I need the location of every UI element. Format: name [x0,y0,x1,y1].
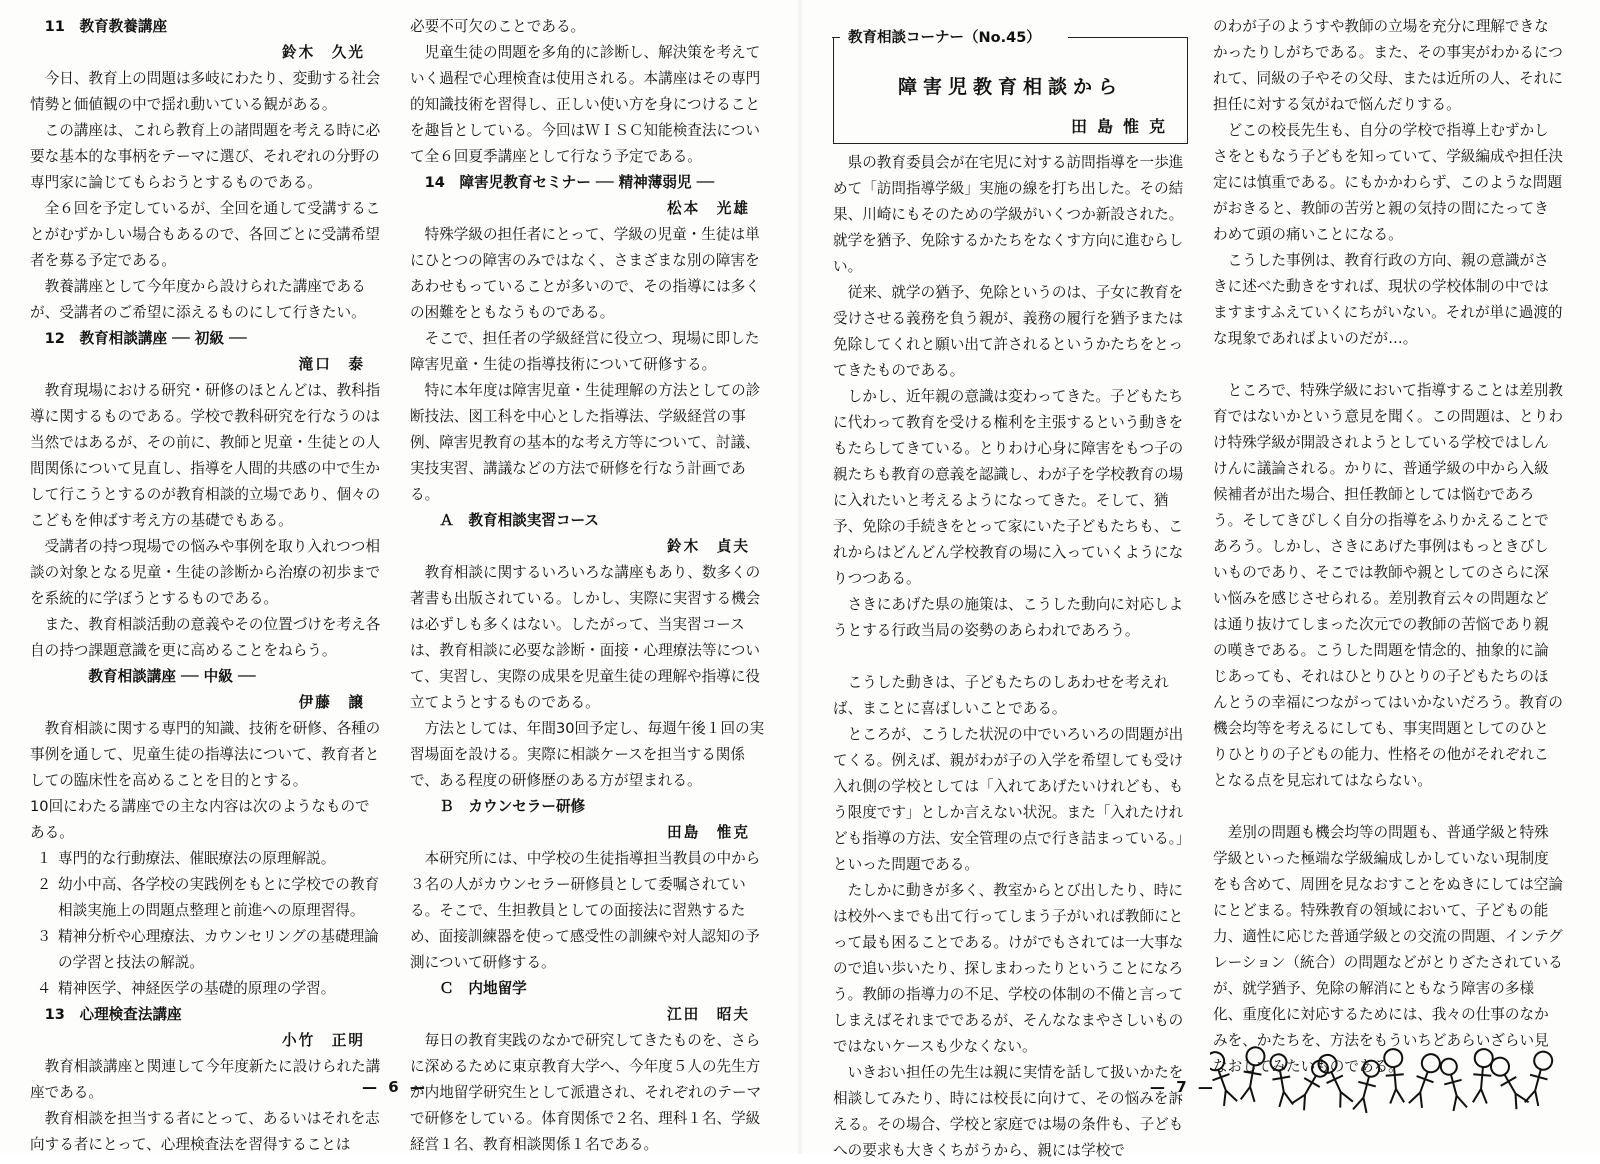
section-author: 小竹 正明 [282,1032,365,1049]
stick-figure [1239,1046,1266,1102]
section-heading: 12 教育相談講座 ── 初級 ── [44,330,247,347]
page-gutter [798,0,802,1154]
body-paragraph: そこで、担任者の学級経営に役立つ、現場に即した障害児童・生徒の指導技術について研修する。 [410,330,760,373]
body-paragraph: また、教育相談活動の意義やその位置づけを考え各自の持つ課題意識を更に高めることをねらう。 [30,616,381,659]
body-paragraph: 方法としては、年間30回予定し、毎週午後１回の実習場面を設ける。実際に相談ケースを担当する関係で、ある程度の研修歴のある方が望まれる。 [410,720,765,789]
body-paragraph: 教養講座として今年度から設けられた講座であるが、受講者のご希望に添えるものにして行きたい。 [30,278,366,321]
paragraph-gap [833,644,1189,670]
body-paragraph: 教育相談を担当する者にとって、あるいはそれを志向する者にとって、心理検査法を習得することは [30,1110,380,1153]
body-paragraph: こうした動きは、子どもたちのしあわせを考えれば、まことに喜ばしいことである。 [833,674,1169,717]
section-heading: Ａ 教育相談実習コース [424,512,599,529]
list-item-number: ３ [36,928,52,945]
body-paragraph: 差別の問題も機会均等の問題も、普通学級と特殊学級といった極端な学級編成しかしていない現制度をも含めて、周囲を見なおすことをぬきにしては空論にとどまる。特殊教育の領域において、子どもの能力、適性に応じた普通学級との交流の問題、インテグレーション（統合）の問題などがとりざたされているが、就学猶予、免除の解消にともなう障害の多様化、重度化に対応するためには、我々の仕事のなかみを、かたちを、方法をもういちどあらいざらい見なおしてみたいものである。 [1213,824,1563,1075]
section-author: 鈴木 貞夫 [667,538,750,555]
body-paragraph: 本研究所には、中学校の生徒指導担当教員の中から３名の人がカウンセラー研修員として委嘱されている。そこで、生担教員としての面接法に習熟するため、面接訓練器を使って感受性の訓練や対人認知の予測について研修する。 [410,850,761,971]
corner-series-label: 教育相談コーナー（No.45） [844,26,1045,47]
stick-figure [1290,1057,1332,1111]
body-paragraph: 10回にわたる講座での主な内容は次のようなものである。 [30,798,370,841]
body-paragraph: 従来、就学の猶予、免除というのは、子女に教育を受けさせる義務を負う親が、義務の履行を猶予または免除してくれと願い出て許されるというかたちをとってきたものである。 [833,284,1184,379]
left-page-column-2 [410,14,768,1158]
section-heading: 11 教育教養講座 [44,18,168,35]
section-heading: 13 心理検査法講座 [44,1006,182,1023]
article-author: 田島惟克 [1070,117,1175,136]
article-title: 障害児教育相談から [897,76,1123,98]
stick-figure [1351,1059,1382,1114]
body-paragraph: どこの校長先生も、自分の学校で指導上むずかしさをともなう子どもを知っていて、学級編成や担任決定には慎重である。にもかかわらず、このような問題がおきると、教師の苦労と親の気持の間にたってきわめて頭の痛いことになる。 [1213,122,1563,243]
body-paragraph: 今日、教育上の問題は多岐にわたり、変動する社会情勢と価値観の中で揺れ動いている観がある。 [30,70,381,113]
list-item-number: ２ [36,876,52,893]
numbered-list-item [30,846,383,872]
body-paragraph: 教育相談に関するいろいろな講座もあり、数多くの著書も出版されている。しかし、実際に実習する機会は必ずしも多くはない。したがって、当実習コースは、教育相談に必要な診断・面接・心理療法等について、実習し、実際の成果を児童生徒の理解や指導に役立てようとするものである。 [410,564,761,711]
numbered-list-item [30,976,383,1002]
section-heading: Ｂ カウンセラー研修 [424,798,586,815]
body-paragraph: さきにあげた県の施策は、こうした動向に対応しようとする行政当局の姿勢のあらわれであろう。 [833,596,1184,639]
body-paragraph: 特に本年度は障害児童・生徒理解の方法としての診断技法、図工科を中心とした指導法、学級経営の事例、障害児教育の基本的な考え方等について、討議、実技実習、講議などの方法で研修を行なう計画である。 [410,382,761,503]
stick-figure [1438,1057,1469,1112]
body-paragraph: しかし、近年親の意識は変わってきた。子どもたちに代わって教育を受ける権利を主張するという動きをもたらしてきている。とりわけ心身に障害をもつ子の親たちも教育の意義を認識し、わが子を学校教育の場に入れたいと考えるようになってきた。そして、猶予、免除の手続きをとって家にいた子どもたちも、これからはどんどん学校教育の場に入っていくようになりつつある。 [833,388,1184,587]
body-paragraph: 県の教育委員会が在宅児に対する訪問指導を一歩進めて「訪問指導学級」実施の線を打ち出した。その結果、川崎にもそのための学級がいくつか新設された。就学を猶予、免除するかたちをなくす方向に進むらしい。 [833,154,1184,275]
body-paragraph: 特殊学級の担任者にとって、学級の児童・生徒は単にひとつの障害のみではなく、さまざまな別の障害をあわせもっていることが多いので、その指導には多くの困難をともなうものである。 [410,226,760,321]
body-paragraph: 必要不可欠のことである。 [410,18,586,35]
list-item-text: 幼小中高、各学校の実践例をもとに学校での教育相談実施上の問題点整理と前進への原理習得。 [58,876,380,919]
consultation-corner-header [833,30,1188,144]
section-author: 江田 昭夫 [667,1006,750,1023]
section-author: 伊藤 譲 [298,694,365,711]
body-paragraph: ところで、特殊学級において指導することは差別教育ではないかという意見を聞く。この問題は、とりわけ特殊学級が開設されようとしている学校ではしんけんに議論される。かりに、普通学級の中から入級候補者が出た場合、担任教師としては悩むであろう。そしてきびしく自分の指導をふりかえることであろう。しかし、さきにあげた事例はもっときびしいものであり、そこでは教師や親としてのさらに深い悩みを感じさせられる。差別教育云々の問題などは通り抜けてしまった次元での教師の苦悩であり親の嘆きである。こうした問題を情念的、抽象的に論じあっても、それはひとりひとりの子どもたちのほんとうの幸福につながってはいかないだろう。教育の機会均等を考えるにしても、事実問題としてのひとりひとりの子どもの能力、性格その他がそれぞれことなる点を見忘れてはならない。 [1213,382,1563,789]
stick-figure [1268,1053,1295,1107]
list-item-text: 精神医学、神経医学の基礎的原理の学習。 [58,980,336,997]
body-paragraph: 教育相談講座と関連して今年度新たに設けられた講座である。 [30,1058,381,1101]
body-paragraph: 児童生徒の問題を多角的に診断し、解決策を考えていく過程で心理検査は使用される。本講座はその専門的知識技術を習得し、正しい使い方を身につけることを趣旨としている。今回はＷＩＳＣ知能検査法について全６回夏季講座として行なう予定である。 [410,44,761,165]
paragraph-gap [1213,794,1563,820]
body-paragraph: いきおい担任の先生は親に実情を話して扱いかたを相談してみたり、時には校長に向けて、その悩みを訴える。その場合、学校と家庭では場の条件も、子どもへの要求も大きくちがうから、親には学校で [833,1064,1184,1159]
body-paragraph: 全６回を予定しているが、全回を通して受講することがむずかしい場合もあるので、各回ごとに受講希望者を募る予定である。 [30,200,381,269]
section-author: 鈴木 久光 [282,44,365,61]
body-paragraph: この講座は、これら教育上の諸問題を考える時に必要な基本的な事柄をテーマに選び、それぞれの分野の専門家に論じてもらおうとするものである。 [30,122,381,191]
box-border-segment [1068,37,1188,38]
stick-figure [1471,1048,1494,1103]
stick-figure [1407,1052,1442,1109]
body-paragraph: 教育現場における研究・研修のほとんどは、教科指導に関するものである。学校で教科研究を行なうのは当然ではあるが、その前に、教師と児童・生徒との人間関係について見直し、指導を人間的共感の中で生かして行こうとするのが教育相談的立場であり、個々のこどもを伸ばす考え方の基礎でもある。 [30,382,381,529]
numbered-list-item [30,924,383,976]
body-paragraph: たしかに動きが多く、教室からとび出したり、時には校外へまでも出て行ってしまう子がいれば教師にとって最も困ることである。けがでもされては一大事なので追い歩いたり、探しまわったりということになろう。教師の指導力の不足、学校の体制の不備と言ってしまえばそれまでであるが、そんななまやさしいものではないケースも少なくない。 [833,882,1184,1055]
section-heading: 教育相談講座 ── 中級 ── [44,668,256,685]
body-paragraph: 受講者の持つ現場での悩みや事例を取り入れつつ相談の対象となる児童・生徒の診断から治療の初歩までを系統的に学ぼうとするものである。 [30,538,381,607]
right-page-column-2 [1213,14,1563,1080]
body-paragraph: こうした事例は、教育行政の方向、親の意識がさきに述べた動きをすれば、現状の学校体制の中ではますますふえていくにちがいない。それが単に過渡的な現象であればよいのだが…。 [1213,252,1563,347]
section-heading: 14 障害児教育セミナー ── 精神薄弱児 ── [424,174,715,191]
list-item-number: １ [36,850,52,867]
body-paragraph: ところが、こうした状況の中でいろいろの問題が出てくる。例えば、親がわが子の入学を希望しても受け入れ側の学校としては「入れてあげたいけれども、もう限度です」としか言えない状況。また「入れたけれども指導の方法、安全管理の点で行き詰まっている。」といった問題である。 [833,726,1184,873]
box-border-segment [832,37,840,38]
numbered-list-item [30,872,383,924]
page-number-left: — 6 — [362,1078,428,1096]
section-author: 田島 惟克 [667,824,750,841]
list-item-number: ４ [36,980,52,997]
stick-figure-illustration [1210,1040,1560,1115]
section-author: 滝口 泰 [298,356,365,373]
left-page-column-1 [30,14,383,1158]
section-author: 松本 光雄 [667,200,750,217]
stick-figure [1488,1054,1531,1110]
right-page-column-1 [833,150,1189,1164]
page-number-right: — 7 — [1150,1078,1216,1096]
stick-figure [1384,1048,1407,1103]
stick-figure [1523,1050,1554,1107]
list-item-text: 精神分析や心理療法、カウンセリングの基礎理論の学習と技法の解説。 [58,928,379,971]
paragraph-gap [1213,352,1563,378]
body-paragraph: 毎日の教育実践のなかで研究してきたものを、さらに深めるために東京教育大学へ、今年度５人の先生方が内地留学研究生として派遣され、それぞれのテーマで研修をしている。体育関係で２名、理科１名、学級経営１名、教育相談関係１名である。 [410,1032,762,1153]
section-heading: Ｃ 内地留学 [424,980,527,997]
list-item-text: 専門的な行動療法、催眠療法の原理解説。 [58,850,336,867]
body-paragraph: 教育相談に関する専門的知識、技術を研修、各種の事例を通して、児童生徒の指導法について、教育者としての臨床性を高めることを目的とする。 [30,720,381,789]
body-paragraph: のわが子のようすや教師の立場を充分に理解できなかったりしがちである。また、その事実がわかるにつれて、同級の子やその父母、または近所の人、それに担任に対する気がねで悩んだりする。 [1213,18,1563,113]
